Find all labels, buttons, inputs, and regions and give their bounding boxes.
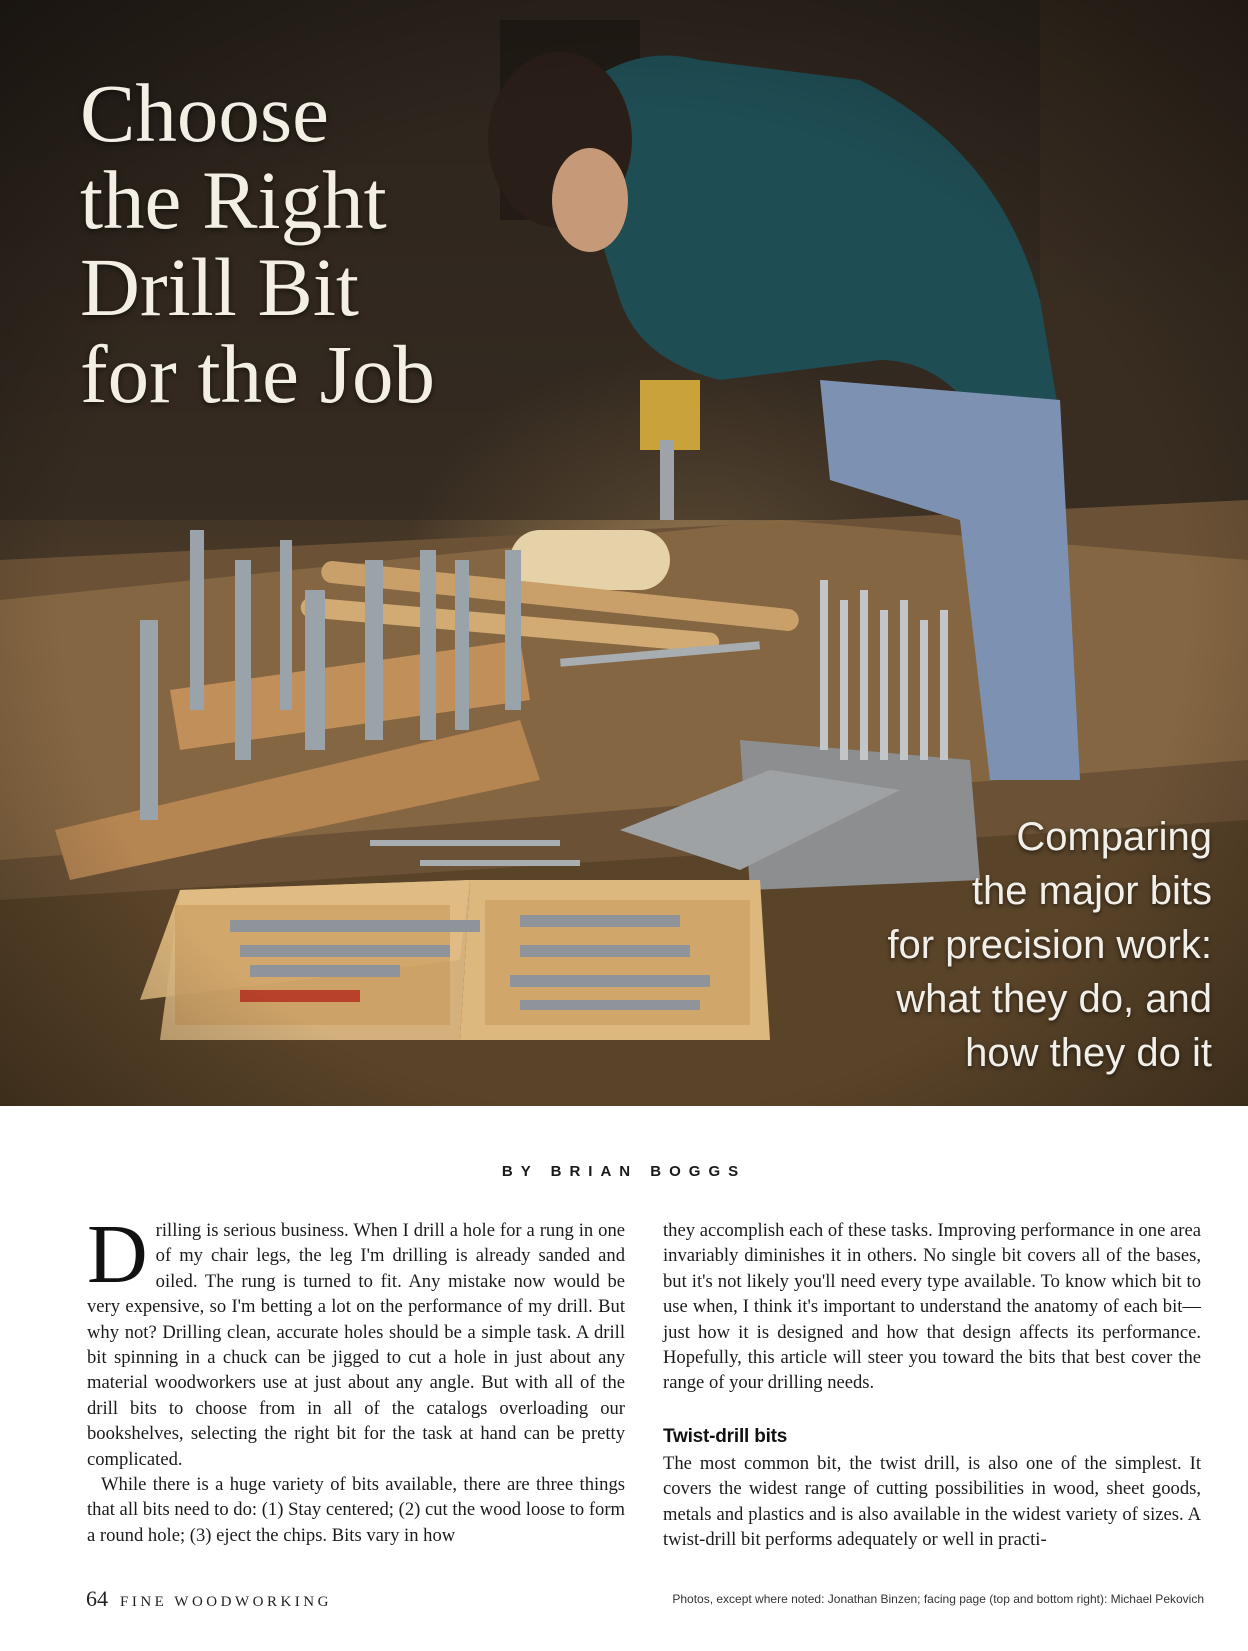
deck-line: Comparing bbox=[1016, 815, 1212, 859]
body-column-left bbox=[87, 1208, 625, 1548]
drop-cap: D bbox=[87, 1208, 148, 1301]
body-paragraph: While there is a huge variety of bits available, there are three things that all bits need to do: (1) Stay centered; (2) cut the wood loose to form a round hole; (3) eject the chips. Bits vary in how bbox=[87, 1474, 625, 1546]
title-line: for the Job bbox=[80, 328, 435, 420]
deck-line: the major bits bbox=[971, 869, 1212, 913]
title-line: the Right bbox=[80, 154, 387, 246]
article-title bbox=[80, 67, 435, 420]
section-subhead: Twist-drill bits bbox=[663, 1425, 788, 1447]
photo-credit: Photos, except where noted: Jonathan Binzen; facing page (top and bottom right): Michael Pekovich bbox=[672, 1592, 1204, 1606]
article-deck bbox=[887, 810, 1212, 1080]
page-folio bbox=[86, 1586, 332, 1612]
deck-line: what they do, and bbox=[896, 977, 1212, 1021]
body-paragraph bbox=[87, 1208, 625, 1472]
deck-line: for precision work: bbox=[887, 923, 1212, 967]
body-paragraph: The most common bit, the twist drill, is also one of the simplest. It covers the widest range of cutting possibilities in wood, sheet goods, metals and plastics and is also available in the widest variety of sizes. A twist-drill bit performs adequately or well in practi- bbox=[663, 1452, 1201, 1551]
title-line: Choose bbox=[80, 67, 329, 159]
byline: BY BRIAN BOGGS bbox=[501, 1163, 747, 1180]
body-paragraph: they accomplish each of these tasks. Improving performance in one area invariably diminishes it in others. No single bit covers all of the bases, but it's not likely you'll need every type available. To know which bit to use when, I think it's important to understand the anatomy of each bit—just how it is designed and how that design affects its performance. Hopefully, this article will steer you toward the bits that best cover the range of your drilling needs. bbox=[663, 1220, 1201, 1394]
body-column-right bbox=[663, 1218, 1201, 1552]
paragraph-text: rilling is serious business. When I drill a hole for a rung in one of my chair legs, the leg I'm drilling is already sanded and oiled. The rung is turned to fit. Any mistake now would be very expensive, so I'm betting a lot on the performance of my drill. But why not? Drilling clean, accurate holes should be a simple task. A drill bit spinning in a chuck can be jigged to cut a hole in just about any material woodworkers use at just about any angle. But with all of the drill bits to choose from in all of the catalogs overloading our bookshelves, selecting the right bit for the task at hand can be pretty complicated. bbox=[87, 1220, 625, 1470]
magazine-name: FINE WOODWORKING bbox=[120, 1594, 332, 1610]
page-number: 64 bbox=[86, 1586, 108, 1611]
title-line: Drill Bit bbox=[80, 241, 359, 333]
deck-line: how they do it bbox=[965, 1031, 1212, 1075]
